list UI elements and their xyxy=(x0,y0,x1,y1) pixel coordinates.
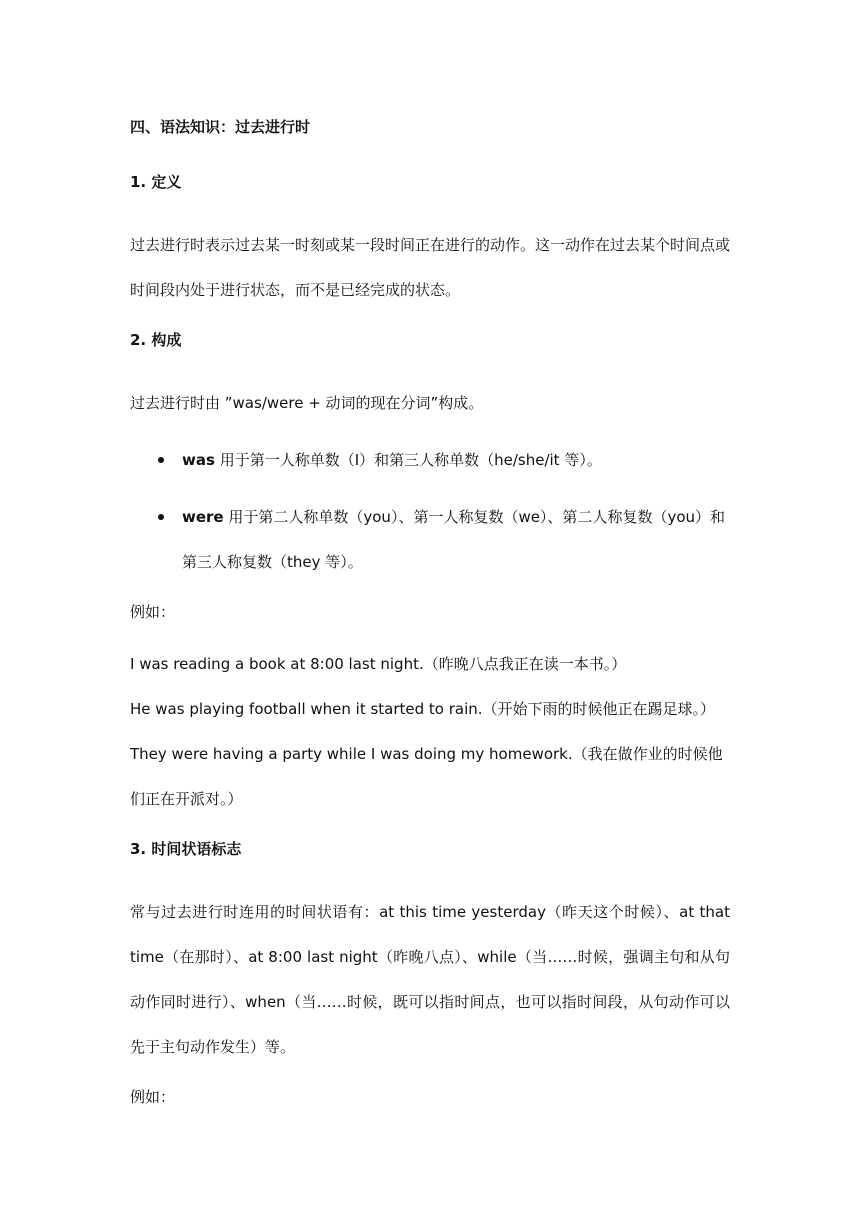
examples-label: 例如： xyxy=(130,1088,176,1106)
bullet-text: 用于第一人称单数（I）和第三人称单数（he/she/it 等）。 xyxy=(214,451,602,469)
structure-bullet-list xyxy=(130,438,730,585)
section-heading-time-adverbials: 3. 时间状语标志 xyxy=(130,840,242,858)
section-heading-definition: 1. 定义 xyxy=(130,173,182,191)
structure-paragraph: 过去进行时由 ”was/were + 动词的现在分词”构成。 xyxy=(130,394,484,412)
bullet-keyword: was xyxy=(182,451,215,469)
example-sentence: They were having a party while I was doing my homework.（我在做作业的时候他们正在开派对。） xyxy=(130,745,723,808)
bullet-was xyxy=(130,438,730,483)
example-list xyxy=(130,642,730,822)
definition-paragraph: 过去进行时表示过去某一时刻或某一段时间正在进行的动作。这一动作在过去某个时间点或时间段内处于进行状态，而不是已经完成的状态。 xyxy=(130,236,731,299)
bullet-text: 用于第二人称单数（you）、第一人称复数（we）、第二人称复数（you）和第三人称复数（they 等）。 xyxy=(182,508,725,571)
example-sentence: He was playing football when it started to rain.（开始下雨的时候他正在踢足球。） xyxy=(130,700,716,718)
section-heading-structure: 2. 构成 xyxy=(130,331,182,349)
time-adverbials-paragraph: 常与过去进行时连用的时间状语有：at this time yesterday（昨天这个时候）、at that time（在那时）、at 8:00 last night（昨晚八点）、while（当……时候，强调主句和从句动作同时进行）、when（当……时候，既可以指时间点，也可以指时间段，从句动作可以先于主句动作发生）等。 xyxy=(130,903,730,1056)
page-title: 四、语法知识：过去进行时 xyxy=(130,118,311,136)
bullet-were xyxy=(130,495,730,585)
document-content xyxy=(130,112,730,1127)
examples-label: 例如： xyxy=(130,603,176,621)
example-sentence: I was reading a book at 8:00 last night.（昨晚八点我正在读一本书。） xyxy=(130,655,627,673)
bullet-keyword: were xyxy=(182,508,224,526)
